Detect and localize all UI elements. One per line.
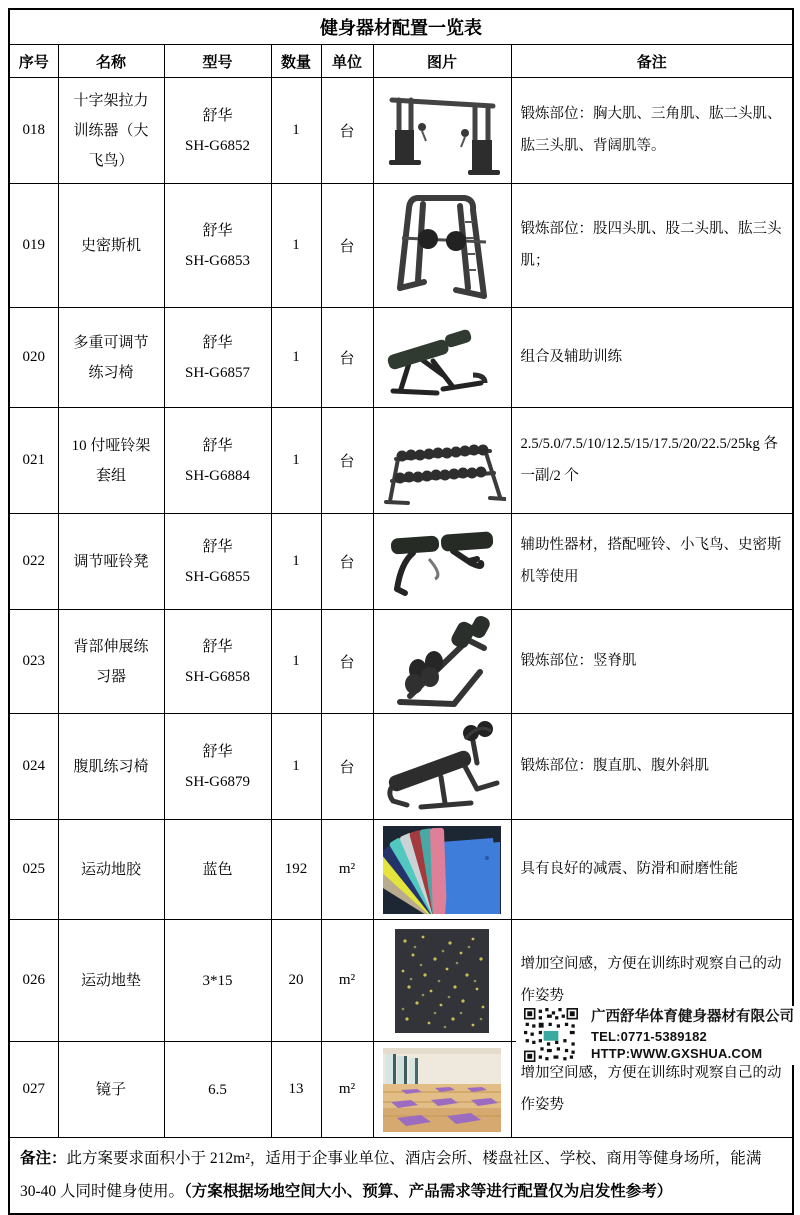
remark: 锻炼部位：腹直肌、腹外斜肌 <box>511 714 793 820</box>
unit: 台 <box>321 78 373 184</box>
row-number: 023 <box>9 610 58 714</box>
unit: m² <box>321 1042 373 1138</box>
cable-crossover-machine-image <box>373 78 511 184</box>
quantity: 1 <box>271 610 321 714</box>
model-brand: 3*15 <box>202 972 233 989</box>
equipment-model <box>164 1042 271 1138</box>
quantity: 13 <box>271 1042 321 1138</box>
col-header-qty: 数量 <box>271 45 321 78</box>
unit: 台 <box>321 184 373 308</box>
row-number: 019 <box>9 184 58 308</box>
header-row <box>9 45 793 78</box>
equipment-model <box>164 78 271 184</box>
company-info <box>591 1008 794 1063</box>
col-header-model: 型号 <box>164 45 271 78</box>
company-watermark <box>516 1006 794 1065</box>
back-extension-bench-image <box>373 610 511 714</box>
model-brand: 6.5 <box>208 1081 227 1098</box>
row-number: 025 <box>9 820 58 920</box>
quantity: 20 <box>271 920 321 1042</box>
unit: m² <box>321 920 373 1042</box>
remark: 锻炼部位：股四头肌、股二头肌、肱三头肌； <box>511 184 793 308</box>
equipment-name: 背部伸展练习器 <box>58 610 164 714</box>
model-brand: 舒华 <box>202 107 233 124</box>
quantity: 1 <box>271 184 321 308</box>
model-brand: 舒华 <box>202 334 233 351</box>
equipment-model <box>164 714 271 820</box>
smith-machine-image <box>373 184 511 308</box>
model-brand: 舒华 <box>202 743 233 760</box>
col-header-no: 序号 <box>9 45 58 78</box>
equipment-name: 镜子 <box>58 1042 164 1138</box>
quantity: 192 <box>271 820 321 920</box>
equipment-name: 腹肌练习椅 <box>58 714 164 820</box>
model-brand: 舒华 <box>202 437 233 454</box>
col-header-remark: 备注 <box>511 45 793 78</box>
equipment-name: 史密斯机 <box>58 184 164 308</box>
row-number: 024 <box>9 714 58 820</box>
model-code: SH-G6858 <box>184 668 250 685</box>
row-number: 027 <box>9 1042 58 1138</box>
rubber-floor-mat-image <box>373 920 511 1042</box>
quantity: 1 <box>271 714 321 820</box>
page-title: 健身器材配置一览表 <box>9 9 793 45</box>
model-brand: 蓝色 <box>202 861 233 878</box>
remark: 组合及辅助训练 <box>511 308 793 408</box>
equipment-model <box>164 514 271 610</box>
row-number: 026 <box>9 920 58 1042</box>
footer-row <box>9 1138 793 1214</box>
table-row <box>9 820 793 920</box>
remark: 具有良好的减震、防滑和耐磨性能 <box>511 820 793 920</box>
company-tel: TEL:0771-5389182 <box>591 1028 707 1044</box>
model-code: SH-G6853 <box>184 252 250 269</box>
footer-note <box>9 1138 793 1214</box>
equipment-name: 10 付哑铃架套组 <box>58 408 164 514</box>
model-code: SH-G6852 <box>184 137 250 154</box>
equipment-model <box>164 408 271 514</box>
remark: 辅助性器材，搭配哑铃、小飞鸟、史密斯机等使用 <box>511 514 793 610</box>
company-url: HTTP:WWW.GXSHUA.COM <box>591 1046 763 1062</box>
quantity: 1 <box>271 408 321 514</box>
model-brand: 舒华 <box>202 638 233 655</box>
col-header-name: 名称 <box>58 45 164 78</box>
model-brand: 舒华 <box>202 222 233 239</box>
equipment-name: 运动地垫 <box>58 920 164 1042</box>
table-row <box>9 714 793 820</box>
model-code: SH-G6857 <box>184 364 250 381</box>
footer-note-label: 备注： <box>20 1150 67 1167</box>
equipment-model <box>164 820 271 920</box>
unit: m² <box>321 820 373 920</box>
qr-code-icon <box>524 1008 578 1062</box>
equipment-model <box>164 610 271 714</box>
quantity: 1 <box>271 308 321 408</box>
remark: 锻炼部位：胸大肌、三角肌、肱二头肌、肱三头肌、背阔肌等。 <box>511 78 793 184</box>
table-row <box>9 408 793 514</box>
title-row <box>9 9 793 45</box>
flat-bench-image <box>373 514 511 610</box>
adjustable-bench-image <box>373 308 511 408</box>
row-number: 020 <box>9 308 58 408</box>
ab-crunch-bench-image <box>373 714 511 820</box>
row-number: 021 <box>9 408 58 514</box>
equipment-model <box>164 308 271 408</box>
table-row <box>9 308 793 408</box>
unit: 台 <box>321 714 373 820</box>
company-name: 广西舒华体育健身器材有限公司 <box>591 1009 794 1025</box>
table-row <box>9 184 793 308</box>
footer-note-disclaimer: （方案根据场地空间大小、预算、产品需求等进行配置仅为启发性参考） <box>184 1183 673 1201</box>
row-number: 022 <box>9 514 58 610</box>
equipment-model <box>164 184 271 308</box>
quantity: 1 <box>271 78 321 184</box>
equipment-name: 多重可调节练习椅 <box>58 308 164 408</box>
unit: 台 <box>321 308 373 408</box>
table-row <box>9 610 793 714</box>
remark: 锻炼部位：竖脊肌 <box>511 610 793 714</box>
footer-note-text: 此方案要求面积小于 212m²，适用于企事业单位、酒店会所、楼盘社区、学校、商用等健身场所，能满 30-40 人同时健身使用。 <box>20 1150 762 1201</box>
col-header-unit: 单位 <box>321 45 373 78</box>
dumbbell-rack-image <box>373 408 511 514</box>
unit: 台 <box>321 610 373 714</box>
mirror-yoga-room-image <box>373 1042 511 1138</box>
model-brand: 舒华 <box>202 538 233 555</box>
equipment-name: 运动地胶 <box>58 820 164 920</box>
unit: 台 <box>321 514 373 610</box>
equipment-name: 调节哑铃凳 <box>58 514 164 610</box>
table-row <box>9 514 793 610</box>
remark: 增加空间感，方便在训练时观察自己的动作姿势 <box>511 920 793 1042</box>
qr-center-logo <box>543 1031 558 1041</box>
remark: 2.5/5.0/7.5/10/12.5/15/17.5/20/22.5/25kg 各一副/2 个 <box>511 408 793 514</box>
model-code: SH-G6855 <box>184 568 250 585</box>
table-row <box>9 78 793 184</box>
equipment-model <box>164 920 271 1042</box>
col-header-image: 图片 <box>373 45 511 78</box>
row-number: 018 <box>9 78 58 184</box>
unit: 台 <box>321 408 373 514</box>
quantity: 1 <box>271 514 321 610</box>
model-code: SH-G6884 <box>184 467 250 484</box>
model-code: SH-G6879 <box>184 773 250 790</box>
equipment-name: 十字架拉力训练器（大飞鸟） <box>58 78 164 184</box>
remark: 增加空间感，方便在训练时观察自己的动作姿势 <box>511 1042 793 1138</box>
sport-flooring-swatches-image <box>373 820 511 920</box>
